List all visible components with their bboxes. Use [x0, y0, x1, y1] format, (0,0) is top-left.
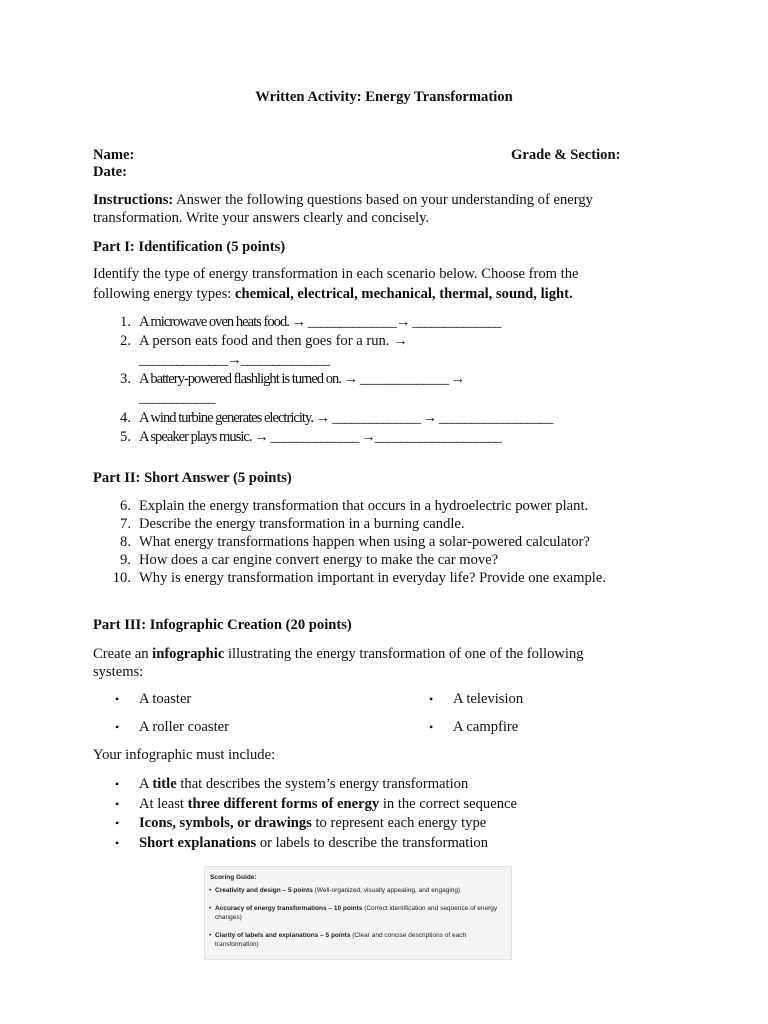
- requirement-text: in the correct sequence: [379, 795, 517, 812]
- question-text: How does a car engine convert energy to make the car move?: [139, 552, 499, 568]
- question-number: 6.: [120, 498, 131, 514]
- bullet-icon: •: [115, 835, 120, 850]
- requirement-text: or labels to describe the transformation: [256, 834, 488, 851]
- document-title: Written Activity: Energy Transformation: [255, 89, 513, 105]
- grade-section-label: Grade & Section:: [511, 147, 621, 163]
- question-text: A wind turbine generates electricity. → ______________ → __________________: [139, 410, 553, 426]
- must-include-label: Your infographic must include:: [93, 747, 276, 763]
- question-item: [93, 515, 713, 533]
- system-option: [429, 690, 679, 708]
- bullet-icon: •: [209, 905, 212, 912]
- requirement-bold: three different forms of energy: [187, 795, 380, 812]
- bullet-icon: •: [209, 887, 212, 894]
- requirements-list: [93, 775, 693, 853]
- scoring-criterion-detail: (Correct identification and sequence of energy changes): [215, 905, 498, 921]
- bullet-icon: •: [115, 777, 120, 791]
- question-text: A microwave oven heats food. → ______________→ ______________: [139, 314, 501, 330]
- instructions: [93, 191, 653, 227]
- question-item: [93, 569, 713, 587]
- question-number: 2.: [120, 333, 131, 349]
- part1-intro: [93, 265, 673, 303]
- question-item: [93, 497, 713, 515]
- bullet-icon: •: [115, 692, 120, 706]
- part1-heading: Part I: Identification (5 points): [93, 239, 286, 255]
- question-number: 7.: [120, 516, 131, 532]
- requirement-item: [93, 814, 693, 834]
- question-number: 3.: [120, 371, 131, 387]
- requirement-text: At least: [139, 795, 188, 812]
- scoring-criterion-detail: (Clear and concise descriptions of each transformation): [215, 932, 467, 948]
- requirement-text: to represent each energy type: [311, 815, 487, 832]
- instructions-text: Answer the following questions based on your understanding of energy: [173, 192, 593, 208]
- question-item: [93, 533, 713, 551]
- question-number: 8.: [120, 534, 131, 550]
- bullet-icon: •: [115, 796, 120, 811]
- scoring-guide-image: [204, 866, 512, 960]
- part3-intro-line2: systems:: [93, 664, 144, 680]
- part2-heading: Part II: Short Answer (5 points): [93, 470, 292, 486]
- requirement-bold: Icons, symbols, or drawings: [139, 815, 312, 832]
- question-text: What energy transformations happen when using a solar-powered calculator?: [139, 534, 590, 550]
- question-item: [93, 551, 713, 569]
- name-label: Name:: [93, 147, 135, 163]
- question-number: 10.: [112, 570, 131, 586]
- question-text: A battery-powered flashlight is turned on. → ______________ →: [139, 371, 465, 387]
- part3-heading: Part III: Infographic Creation (20 points): [93, 617, 352, 633]
- question-text: A person eats food and then goes for a run. →: [139, 333, 408, 349]
- question-item: [93, 409, 693, 428]
- scoring-criterion: Clarity of labels and explanations – 5 points: [215, 932, 351, 939]
- system-option: [115, 690, 415, 708]
- part1-intro-line1: Identify the type of energy transformation in each scenario below. Choose from the: [93, 266, 579, 282]
- bullet-icon: •: [115, 720, 120, 734]
- scoring-guide-item: [209, 904, 501, 922]
- requirement-bold: title: [152, 776, 177, 792]
- instructions-text-2: transformation. Write your answers clearly and concisely.: [93, 210, 430, 226]
- part2-question-list: [93, 497, 713, 587]
- answer-blanks: ______________→______________: [139, 352, 329, 368]
- question-item: [93, 332, 693, 351]
- part3-intro-bold: infographic: [152, 646, 225, 662]
- answer-blanks: ____________: [139, 390, 215, 406]
- scoring-criterion-detail: (Well-organized, visually appealing, and engaging): [312, 887, 461, 894]
- date-label: Date:: [93, 164, 128, 180]
- system-option: [429, 718, 679, 736]
- energy-types-list: chemical, electrical, mechanical, thermal, sound, light.: [235, 286, 573, 302]
- question-item: [93, 370, 693, 389]
- system-option-label: A roller coaster: [139, 719, 229, 735]
- part3-intro-text: Create an: [93, 646, 153, 662]
- requirement-item: [93, 775, 693, 795]
- question-number: 1.: [120, 314, 131, 330]
- bullet-icon: •: [429, 720, 434, 734]
- question-text: Why is energy transformation important in everyday life? Provide one example.: [139, 570, 606, 586]
- question-text: Explain the energy transformation that occurs in a hydroelectric power plant.: [139, 498, 589, 514]
- bullet-icon: •: [115, 816, 120, 831]
- instructions-label: Instructions:: [93, 192, 174, 208]
- question-number: 9.: [120, 552, 131, 568]
- question-continuation: [93, 389, 693, 409]
- scoring-criterion: Accuracy of energy transformations – 10 points: [215, 905, 363, 912]
- requirement-item: [93, 834, 693, 854]
- scoring-criterion: Creativity and design – 5 points: [215, 887, 313, 894]
- requirement-bold: Short explanations: [139, 834, 257, 851]
- question-continuation: [93, 351, 693, 370]
- system-option: [115, 718, 415, 736]
- question-item: [93, 313, 693, 332]
- bullet-icon: •: [209, 932, 212, 939]
- scoring-guide-title: Scoring Guide:: [210, 874, 257, 881]
- part1-intro-line2: following energy types:: [93, 286, 235, 302]
- requirement-item: [93, 795, 693, 815]
- question-text: A speaker plays music. → ______________ →____________________: [139, 429, 501, 445]
- part3-intro: [93, 645, 673, 681]
- question-number: 4.: [120, 410, 131, 426]
- scoring-guide-item: [209, 886, 501, 895]
- requirement-text: that describes the system’s energy transformation: [176, 776, 469, 792]
- requirement-text: A: [139, 776, 153, 792]
- question-number: 5.: [120, 429, 131, 445]
- part3-intro-text-2: illustrating the energy transformation of one of the following: [224, 646, 584, 662]
- question-item: [93, 428, 693, 447]
- question-text: Describe the energy transformation in a burning candle.: [139, 516, 465, 532]
- system-option-label: A toaster: [139, 691, 192, 707]
- system-option-label: A campfire: [453, 719, 519, 735]
- scoring-guide-item: [209, 931, 501, 949]
- system-option-label: A television: [453, 691, 524, 707]
- bullet-icon: •: [429, 692, 434, 706]
- part1-question-list: [93, 313, 693, 447]
